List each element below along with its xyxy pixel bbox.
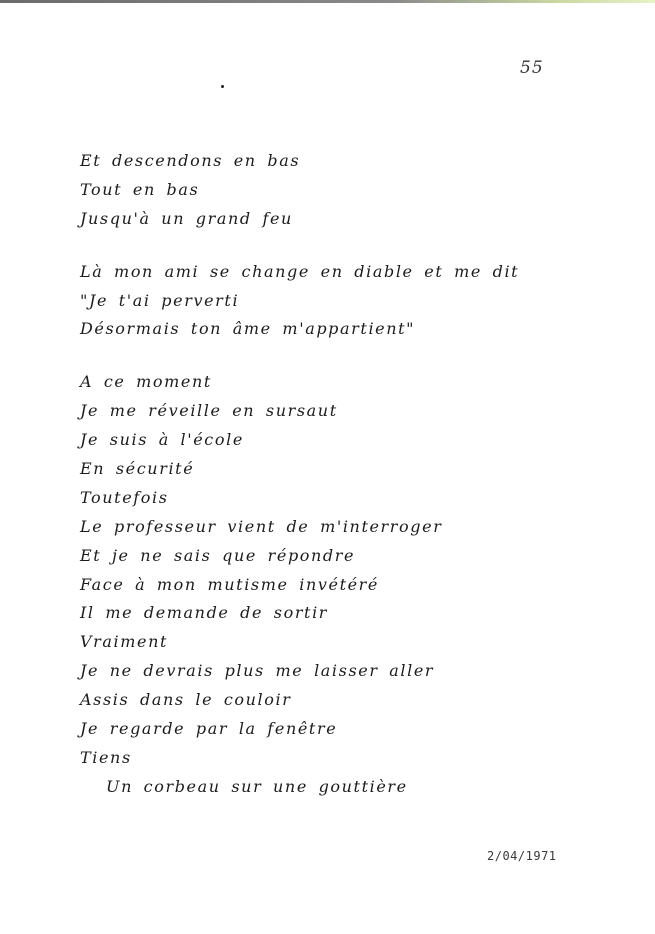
poem-line: "Je t'ai perverti [80, 290, 240, 310]
poem-line: Et je ne sais que répondre [80, 545, 356, 565]
poem-line: Le professeur vient de m'interroger [80, 516, 443, 536]
poem-line: Assis dans le couloir [80, 690, 292, 710]
poem-line: Vraiment [80, 632, 169, 652]
poem-line: Tiens [80, 747, 132, 767]
poem-line: Je suis à l'école [80, 430, 244, 450]
poem-line: Je me réveille en sursaut [80, 401, 338, 421]
stanza-break [80, 234, 540, 258]
poem-line: Il me demande de sortir [80, 603, 329, 623]
poem-line: En sécurité [80, 459, 195, 479]
poem-line: Tout en bas [80, 179, 200, 199]
page-number: 55 [520, 58, 544, 78]
poem-date: 2/04/1971 [487, 849, 557, 863]
ink-speck [221, 85, 224, 88]
poem-line: A ce moment [80, 372, 212, 392]
poem-line: Désormais ton âme m'appartient" [80, 319, 416, 339]
stanza-break [80, 344, 540, 368]
poem-line: Je regarde par la fenêtre [80, 719, 338, 739]
poem-line: Là mon ami se change en diable et me dit [80, 261, 520, 281]
poem-line: Jusqu'à un grand feu [80, 208, 293, 228]
poem-line: Je ne devrais plus me laisser aller [80, 661, 435, 681]
poem-line: Face à mon mutisme invétéré [80, 574, 379, 594]
page-top-edge [0, 0, 655, 3]
poem-line: Toutefois [80, 487, 169, 507]
poem-body [80, 147, 540, 802]
poem-line: Et descendons en bas [80, 151, 301, 170]
poem-line-indented: Un corbeau sur une gouttière [106, 776, 408, 796]
